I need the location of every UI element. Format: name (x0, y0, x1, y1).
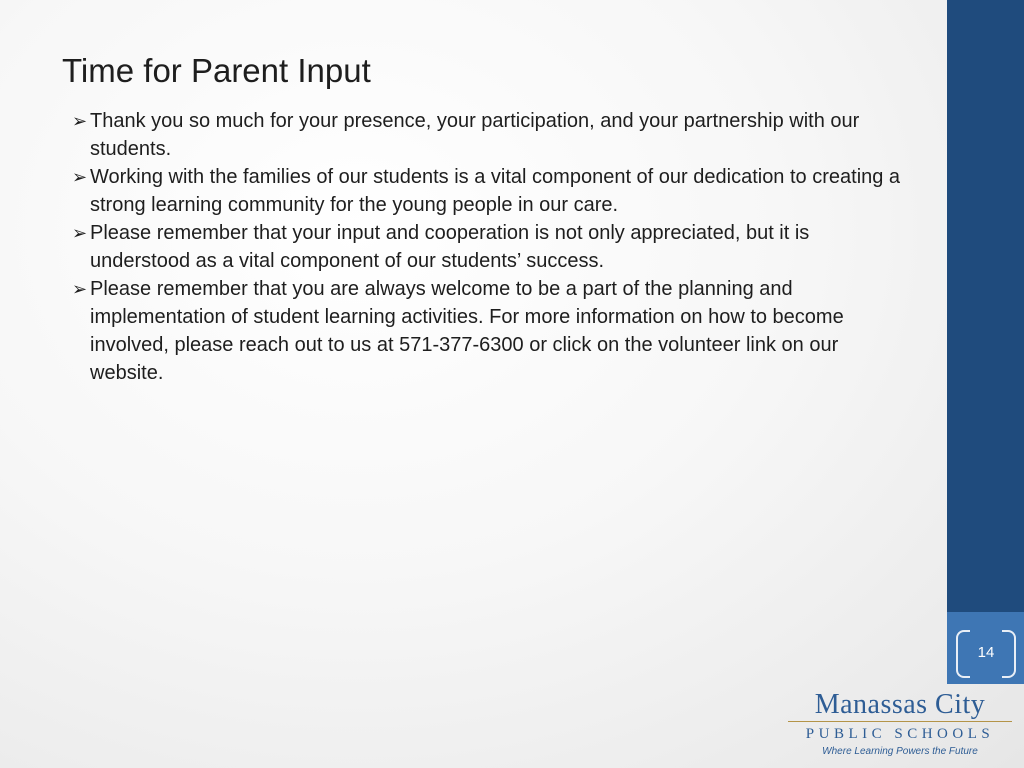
bullet-item (72, 219, 902, 275)
page-number-box (956, 630, 1016, 678)
logo-tagline: Where Learning Powers the Future (822, 746, 978, 757)
bullet-text: Working with the families of our students is a vital component of our dedication to creating a strong learning community for the young people in our care. (90, 166, 901, 216)
arrow-bullet-icon: ➢ (72, 223, 88, 243)
bullet-text: Please remember that you are always welcome to be a part of the planning and implementation of student learning activities. For more information on how to become involved, please reach out to us at 571-377-6300 or click on the volunteer link on our website. (90, 278, 844, 384)
bullet-item (72, 163, 902, 219)
bullet-item (72, 107, 902, 163)
logo-name (780, 690, 1020, 720)
school-logo (780, 690, 1020, 766)
logo-divider (788, 721, 1012, 722)
slide-title: Time for Parent Input (62, 52, 371, 89)
logo-name-text: Manassas City (814, 689, 986, 720)
arrow-bullet-icon: ➢ (72, 167, 88, 187)
bullet-item (72, 275, 902, 387)
arrow-bullet-icon: ➢ (72, 111, 88, 131)
bullet-text: Thank you so much for your presence, your participation, and your partnership with our students. (90, 110, 860, 160)
bullet-list (72, 107, 902, 387)
bullet-text: Please remember that your input and cooperation is not only appreciated, but it is understood as a vital component of our students’ success. (90, 222, 810, 272)
logo-subtitle: PUBLIC SCHOOLS (805, 726, 995, 742)
page-number: 14 (977, 644, 995, 661)
side-bar (947, 0, 1024, 612)
arrow-bullet-icon: ➢ (72, 279, 88, 299)
